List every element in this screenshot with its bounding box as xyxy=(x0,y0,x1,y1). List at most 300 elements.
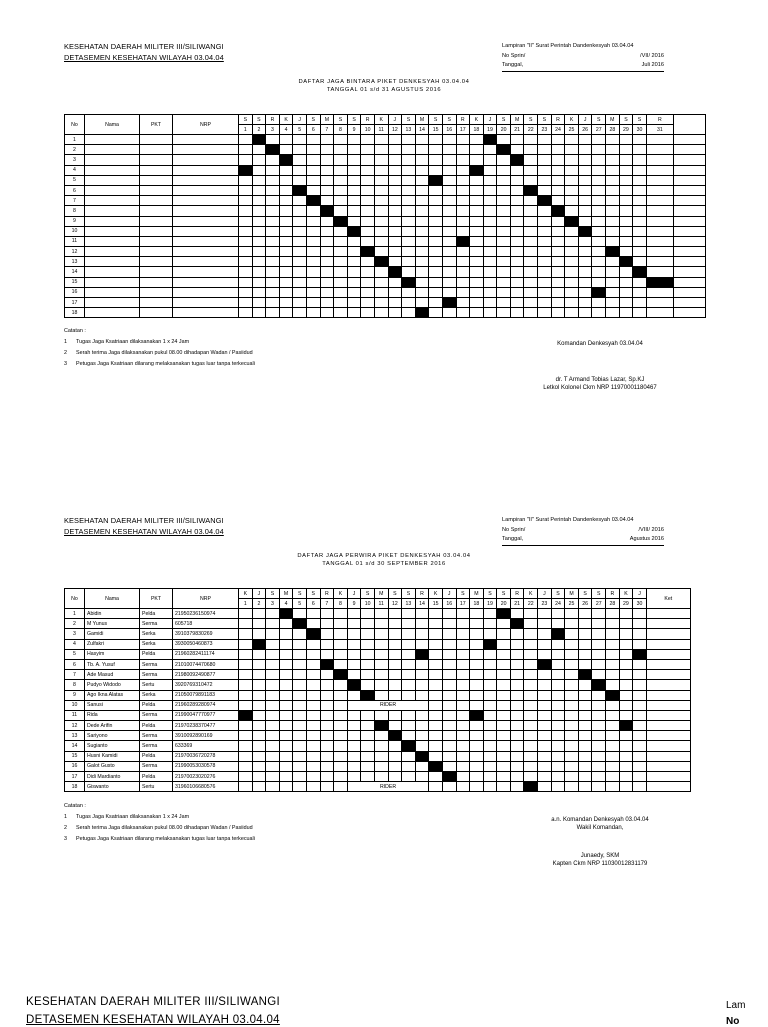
duty-cell xyxy=(633,236,647,246)
day-number: 21 xyxy=(510,125,524,135)
duty-cell xyxy=(388,721,402,731)
duty-cell xyxy=(510,649,524,659)
day-number: 8 xyxy=(334,125,348,135)
duty-cell xyxy=(239,216,253,226)
duty-cell xyxy=(279,257,293,267)
row-no: 18 xyxy=(65,782,85,792)
row-nrp: 633369 xyxy=(173,741,239,751)
duty-cell xyxy=(551,216,565,226)
duty-cell xyxy=(252,680,266,690)
duty-cell xyxy=(293,267,307,277)
duty-cell xyxy=(239,721,253,731)
table-row xyxy=(65,751,691,761)
duty-cell xyxy=(551,670,565,680)
row-ket xyxy=(646,721,690,731)
duty-cell xyxy=(633,741,647,751)
duty-cell xyxy=(347,690,361,700)
row-ket xyxy=(674,155,706,165)
duty-cell xyxy=(320,308,334,318)
duty-cell xyxy=(592,196,606,206)
duty-cell xyxy=(456,175,470,185)
duty-cell xyxy=(320,690,334,700)
duty-cell xyxy=(510,710,524,720)
duty-cell xyxy=(442,175,456,185)
duty-cell xyxy=(361,649,375,659)
day-letter: M xyxy=(606,115,620,125)
col-no-header: No xyxy=(65,589,85,609)
duty-cell xyxy=(442,680,456,690)
notes-title: Catatan : xyxy=(64,328,86,334)
duty-cell-filled xyxy=(633,649,647,659)
duty-cell xyxy=(279,649,293,659)
row-nrp xyxy=(173,257,239,267)
day-number: 13 xyxy=(402,599,416,609)
duty-cell xyxy=(388,619,402,629)
duty-cell-filled xyxy=(334,670,348,680)
row-pkt: Serka xyxy=(140,639,173,649)
duty-cell-filled xyxy=(606,690,620,700)
duty-cell xyxy=(524,155,538,165)
duty-cell xyxy=(633,782,647,792)
duty-cell xyxy=(619,236,633,246)
day-number: 6 xyxy=(306,125,320,135)
row-nama: Sanusi xyxy=(85,700,140,710)
duty-cell xyxy=(619,639,633,649)
duty-cell xyxy=(606,619,620,629)
duty-cell xyxy=(456,226,470,236)
duty-cell xyxy=(497,751,511,761)
duty-cell xyxy=(374,308,388,318)
day-letter: M xyxy=(320,115,334,125)
row-no: 10 xyxy=(65,700,85,710)
table-row xyxy=(65,165,706,175)
note-text: Serah terima Jaga dilaksanakan pukul 08.00 dihadapan Wadan / Pasiidud xyxy=(76,350,253,356)
header-left xyxy=(64,41,224,63)
duty-cell xyxy=(239,680,253,690)
duty-cell xyxy=(402,226,416,236)
row-pkt xyxy=(140,196,173,206)
sprin-value: /VII/ 2016 xyxy=(640,52,664,59)
row-nrp: 21960289280974 xyxy=(173,700,239,710)
duty-cell xyxy=(470,247,484,257)
duty-cell xyxy=(578,710,592,720)
duty-cell xyxy=(361,761,375,771)
duty-cell xyxy=(538,782,552,792)
duty-cell xyxy=(266,609,280,619)
row-no: 2 xyxy=(65,145,85,155)
duty-cell xyxy=(306,298,320,308)
duty-cell xyxy=(374,206,388,216)
duty-cell xyxy=(565,690,579,700)
duty-cell xyxy=(565,721,579,731)
day-number: 10 xyxy=(361,599,375,609)
duty-cell xyxy=(347,277,361,287)
row-nama xyxy=(85,236,140,246)
duty-cell xyxy=(551,277,565,287)
duty-cell xyxy=(402,710,416,720)
duty-cell xyxy=(266,690,280,700)
duty-cell xyxy=(538,680,552,690)
duty-cell xyxy=(429,165,443,175)
row-ket xyxy=(646,731,690,741)
duty-cell xyxy=(565,700,579,710)
duty-cell xyxy=(578,772,592,782)
duty-cell xyxy=(388,639,402,649)
day-letter: K xyxy=(470,115,484,125)
duty-cell xyxy=(239,145,253,155)
duty-cell xyxy=(415,690,429,700)
duty-cell xyxy=(320,772,334,782)
duty-cell xyxy=(306,226,320,236)
duty-cell xyxy=(619,145,633,155)
day-number: 7 xyxy=(320,125,334,135)
duty-cell xyxy=(510,308,524,318)
duty-cell xyxy=(497,175,511,185)
duty-cell xyxy=(306,216,320,226)
duty-cell xyxy=(456,710,470,720)
next-header-right-1: Lam xyxy=(726,1000,746,1011)
duty-cell xyxy=(279,308,293,318)
duty-cell xyxy=(633,670,647,680)
duty-cell xyxy=(334,710,348,720)
duty-cell xyxy=(606,710,620,720)
duty-cell xyxy=(510,145,524,155)
duty-cell-filled xyxy=(538,659,552,669)
duty-cell xyxy=(592,185,606,195)
duty-cell xyxy=(592,277,606,287)
duty-cell xyxy=(334,619,348,629)
row-ket xyxy=(674,145,706,155)
duty-cell xyxy=(252,772,266,782)
duty-cell xyxy=(456,206,470,216)
duty-cell xyxy=(429,298,443,308)
duty-cell xyxy=(279,216,293,226)
duty-cell xyxy=(442,206,456,216)
duty-cell xyxy=(320,639,334,649)
day-number: 18 xyxy=(470,125,484,135)
duty-cell-filled xyxy=(293,185,307,195)
duty-cell xyxy=(374,287,388,297)
duty-cell xyxy=(388,165,402,175)
duty-cell xyxy=(320,741,334,751)
signature-title-line: Wakil Komandan, xyxy=(576,825,624,831)
duty-cell xyxy=(456,639,470,649)
duty-cell xyxy=(578,247,592,257)
row-ket xyxy=(674,277,706,287)
duty-cell xyxy=(510,731,524,741)
duty-cell xyxy=(606,196,620,206)
duty-cell xyxy=(320,175,334,185)
row-pkt xyxy=(140,308,173,318)
table-row xyxy=(65,277,706,287)
duty-cell xyxy=(334,155,348,165)
duty-cell xyxy=(578,731,592,741)
day-number: 10 xyxy=(361,125,375,135)
duty-cell xyxy=(361,721,375,731)
row-ket xyxy=(674,135,706,145)
duty-cell xyxy=(456,649,470,659)
duty-cell xyxy=(483,670,497,680)
duty-cell xyxy=(442,257,456,267)
duty-cell xyxy=(415,287,429,297)
day-letter: S xyxy=(252,115,266,125)
duty-cell xyxy=(306,206,320,216)
duty-cell xyxy=(374,710,388,720)
duty-cell xyxy=(374,670,388,680)
duty-cell xyxy=(619,649,633,659)
duty-cell xyxy=(470,135,484,145)
duty-cell xyxy=(252,216,266,226)
day-number: 25 xyxy=(565,125,579,135)
duty-cell xyxy=(306,619,320,629)
duty-cell xyxy=(347,257,361,267)
day-number: 25 xyxy=(565,599,579,609)
duty-cell xyxy=(347,247,361,257)
duty-cell xyxy=(388,690,402,700)
day-number: 15 xyxy=(429,599,443,609)
duty-cell xyxy=(592,639,606,649)
duty-cell-filled xyxy=(429,761,443,771)
duty-cell xyxy=(551,267,565,277)
day-number: 30 xyxy=(633,125,647,135)
duty-cell xyxy=(252,277,266,287)
duty-cell xyxy=(606,226,620,236)
row-nama xyxy=(85,247,140,257)
next-header-line-1: KESEHATAN DAERAH MILITER III/SILIWANGI xyxy=(26,996,281,1008)
duty-cell xyxy=(592,741,606,751)
duty-cell xyxy=(429,257,443,267)
duty-cell xyxy=(524,772,538,782)
day-letter: R xyxy=(606,589,620,599)
duty-cell xyxy=(483,145,497,155)
duty-cell xyxy=(361,206,375,216)
duty-cell xyxy=(592,155,606,165)
duty-cell xyxy=(442,761,456,771)
duty-cell-filled xyxy=(279,609,293,619)
duty-cell xyxy=(538,135,552,145)
duty-cell xyxy=(306,247,320,257)
day-number: 2 xyxy=(252,125,266,135)
duty-cell xyxy=(456,772,470,782)
duty-cell xyxy=(633,710,647,720)
row-pkt xyxy=(140,226,173,236)
duty-cell xyxy=(320,287,334,297)
duty-cell xyxy=(538,619,552,629)
duty-cell xyxy=(483,700,497,710)
day-letter: S xyxy=(524,115,538,125)
row-nrp xyxy=(173,175,239,185)
header-row-letters xyxy=(65,589,691,599)
signature-block xyxy=(520,376,680,392)
duty-cell xyxy=(565,196,579,206)
duty-cell xyxy=(293,731,307,741)
row-pkt xyxy=(140,175,173,185)
duty-cell xyxy=(266,741,280,751)
duty-cell xyxy=(306,277,320,287)
duty-cell xyxy=(293,308,307,318)
duty-cell xyxy=(334,206,348,216)
table-row xyxy=(65,639,691,649)
duty-cell xyxy=(565,206,579,216)
row-pkt: Pelda xyxy=(140,721,173,731)
duty-cell xyxy=(374,619,388,629)
duty-cell xyxy=(279,741,293,751)
duty-cell xyxy=(538,741,552,751)
duty-cell xyxy=(361,308,375,318)
row-no: 6 xyxy=(65,185,85,195)
notes xyxy=(64,801,255,845)
duty-cell xyxy=(320,619,334,629)
row-nama xyxy=(85,135,140,145)
duty-cell xyxy=(633,206,647,216)
row-pkt: Pelda xyxy=(140,772,173,782)
duty-cell xyxy=(606,649,620,659)
duty-cell xyxy=(266,680,280,690)
duty-cell xyxy=(538,609,552,619)
duty-cell xyxy=(429,629,443,639)
duty-cell xyxy=(510,751,524,761)
duty-cell xyxy=(279,196,293,206)
duty-cell xyxy=(497,761,511,771)
duty-cell xyxy=(266,257,280,267)
duty-cell xyxy=(551,165,565,175)
duty-cell xyxy=(361,145,375,155)
duty-cell xyxy=(374,196,388,206)
day-number: 4 xyxy=(279,599,293,609)
duty-cell xyxy=(402,145,416,155)
duty-cell xyxy=(510,196,524,206)
row-pkt xyxy=(140,257,173,267)
duty-cell xyxy=(361,155,375,165)
duty-cell xyxy=(456,619,470,629)
duty-cell xyxy=(510,659,524,669)
duty-cell xyxy=(320,165,334,175)
duty-cell xyxy=(442,236,456,246)
duty-cell xyxy=(497,135,511,145)
duty-cell xyxy=(239,649,253,659)
day-letter: J xyxy=(633,589,647,599)
duty-cell-filled xyxy=(551,629,565,639)
duty-cell xyxy=(415,772,429,782)
duty-cell xyxy=(646,308,673,318)
duty-cell xyxy=(606,257,620,267)
duty-cell xyxy=(524,226,538,236)
duty-cell xyxy=(252,196,266,206)
duty-cell xyxy=(415,659,429,669)
row-nama: Dede Arifin xyxy=(85,721,140,731)
duty-cell xyxy=(551,659,565,669)
duty-cell xyxy=(252,731,266,741)
duty-cell xyxy=(347,267,361,277)
duty-cell xyxy=(293,145,307,155)
sprin-value: /VIII/ 2016 xyxy=(638,526,664,533)
row-nama: Tb. A. Yusuf xyxy=(85,659,140,669)
duty-cell xyxy=(252,247,266,257)
duty-cell xyxy=(578,298,592,308)
row-no: 12 xyxy=(65,721,85,731)
duty-cell xyxy=(429,236,443,246)
duty-cell xyxy=(239,619,253,629)
duty-cell xyxy=(374,690,388,700)
day-letter: S xyxy=(483,589,497,599)
duty-cell xyxy=(592,782,606,792)
duty-cell xyxy=(619,277,633,287)
duty-cell xyxy=(442,247,456,257)
duty-cell xyxy=(293,175,307,185)
duty-cell xyxy=(633,700,647,710)
roster-title: DAFTAR JAGA PERWIRA PIKET DENKESYAH 03.04.04 xyxy=(297,553,471,559)
note-text: Petugas Jaga Ksatriaan dilarang melaksanakan tugas luar tanpa terkecuali xyxy=(76,836,255,842)
duty-cell xyxy=(442,629,456,639)
duty-cell xyxy=(361,216,375,226)
duty-cell xyxy=(524,619,538,629)
duty-cell xyxy=(551,226,565,236)
header-right xyxy=(502,516,664,546)
row-nrp xyxy=(173,216,239,226)
duty-cell xyxy=(334,731,348,741)
duty-cell xyxy=(497,196,511,206)
row-nama: Ade Masud xyxy=(85,670,140,680)
row-nama: Pudyo Widodo xyxy=(85,680,140,690)
duty-cell xyxy=(320,196,334,206)
duty-cell xyxy=(538,670,552,680)
duty-cell xyxy=(606,185,620,195)
duty-cell xyxy=(483,690,497,700)
duty-cell xyxy=(361,619,375,629)
next-page-header xyxy=(0,996,768,1027)
header-row-letters xyxy=(65,115,706,125)
duty-cell xyxy=(606,145,620,155)
duty-cell xyxy=(633,155,647,165)
duty-cell xyxy=(388,155,402,165)
roster-table xyxy=(64,588,691,792)
duty-cell xyxy=(538,772,552,782)
note-number: 1 xyxy=(64,814,67,820)
duty-cell xyxy=(633,196,647,206)
duty-cell xyxy=(334,751,348,761)
duty-cell xyxy=(524,175,538,185)
row-pkt: Serma xyxy=(140,731,173,741)
duty-cell xyxy=(239,298,253,308)
duty-cell xyxy=(524,721,538,731)
duty-cell xyxy=(497,298,511,308)
duty-cell xyxy=(320,680,334,690)
duty-cell xyxy=(388,670,402,680)
duty-cell xyxy=(524,741,538,751)
duty-cell xyxy=(497,226,511,236)
duty-cell xyxy=(306,761,320,771)
duty-cell xyxy=(606,267,620,277)
duty-cell xyxy=(619,690,633,700)
duty-cell xyxy=(415,629,429,639)
row-ket xyxy=(674,308,706,318)
day-letter: S xyxy=(592,115,606,125)
duty-cell xyxy=(334,196,348,206)
table-row xyxy=(65,216,706,226)
duty-cell xyxy=(306,135,320,145)
duty-cell xyxy=(334,308,348,318)
duty-cell-filled xyxy=(429,175,443,185)
duty-cell xyxy=(633,609,647,619)
duty-cell xyxy=(551,145,565,155)
duty-cell xyxy=(415,135,429,145)
day-letter: S xyxy=(497,589,511,599)
day-number: 22 xyxy=(524,125,538,135)
row-ket xyxy=(674,247,706,257)
duty-cell xyxy=(578,135,592,145)
duty-cell xyxy=(374,609,388,619)
row-pkt: Pelda xyxy=(140,751,173,761)
